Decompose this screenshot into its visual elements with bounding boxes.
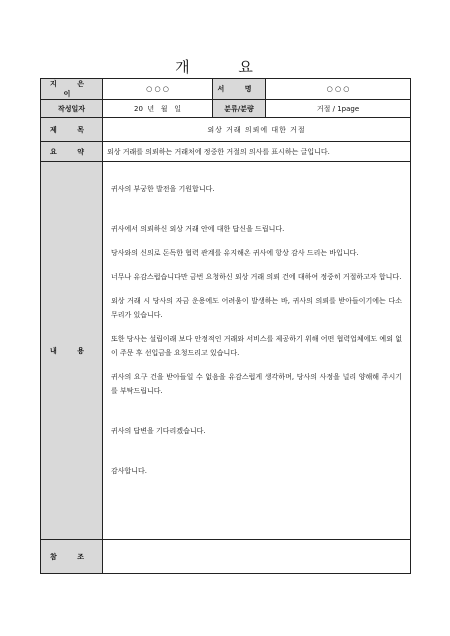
body-paragraph-closing: 감사합니다.: [111, 467, 148, 475]
category-value: 거절 / 1page: [266, 100, 411, 118]
subject-label: 제 목: [41, 118, 103, 142]
body-paragraph-greeting: 귀사의 부궁한 발전을 기원합니다.: [111, 185, 215, 193]
summary-form-table: [40, 78, 411, 574]
signature-label: 서 명: [213, 79, 266, 100]
date-row: [41, 100, 411, 118]
reference-row: [41, 540, 411, 574]
reference-label: 참 조: [41, 540, 103, 574]
summary-value: 외상 거래를 의뢰하는 거래처에 정중한 거절의 의사를 표시하는 글입니다.: [103, 142, 411, 162]
author-value: ○ ○ ○: [103, 79, 213, 100]
body-paragraph-thanks: 당사와의 신의로 돈독한 협력 관계를 유지해온 귀사에 항상 감사 드리는 바입니다.: [111, 249, 359, 257]
body-row: [41, 162, 411, 540]
author-row: [41, 79, 411, 100]
body-paragraph-reason: 외상 거래 시 당사의 자금 운용에도 어려움이 발생하는 바, 귀사의 의뢰를 받아들이기에는 다소 무리가 있습니다.: [111, 297, 402, 319]
summary-row: [41, 142, 411, 162]
body-paragraph-refusal: 너무나 유감스럽습니다만 금번 요청하신 외상 거래 의뢰 건에 대하여 정중히 거절하고자 합니다.: [111, 273, 402, 281]
date-label: 작성일자: [41, 100, 103, 118]
signature-value: ○ ○ ○: [266, 79, 411, 100]
category-label: 분류/분량: [213, 100, 266, 118]
subject-value: 외상 거래 의뢰에 대한 거절: [103, 118, 411, 142]
body-paragraph-policy: 또한 당사는 설립이래 보다 안정적인 거래와 서비스를 제공하기 위해 어떤 협력업체에도 예외 없이 주문 후 선입금을 요청드리고 있습니다.: [111, 335, 402, 357]
author-label: 지 은 이: [41, 79, 103, 100]
body-label: 내 용: [41, 162, 103, 540]
body-content: [103, 162, 411, 540]
body-paragraph-intro: 귀사에서 의뢰하신 외상 거래 안에 대한 답신을 드립니다.: [111, 225, 285, 233]
body-paragraph-apology: 귀사의 요구 건을 받아들일 수 없음을 유감스럽게 생각하며, 당사의 사정을 널리 양해해 주시기를 부탁드립니다.: [111, 373, 402, 395]
date-value: 20 년 월 일: [103, 100, 213, 118]
reference-value: [103, 540, 411, 574]
document-title: 개 요: [175, 58, 275, 76]
summary-label: 요 약: [41, 142, 103, 162]
subject-row: [41, 118, 411, 142]
body-paragraph-await-reply: 귀사의 답변을 기다리겠습니다.: [111, 427, 206, 435]
